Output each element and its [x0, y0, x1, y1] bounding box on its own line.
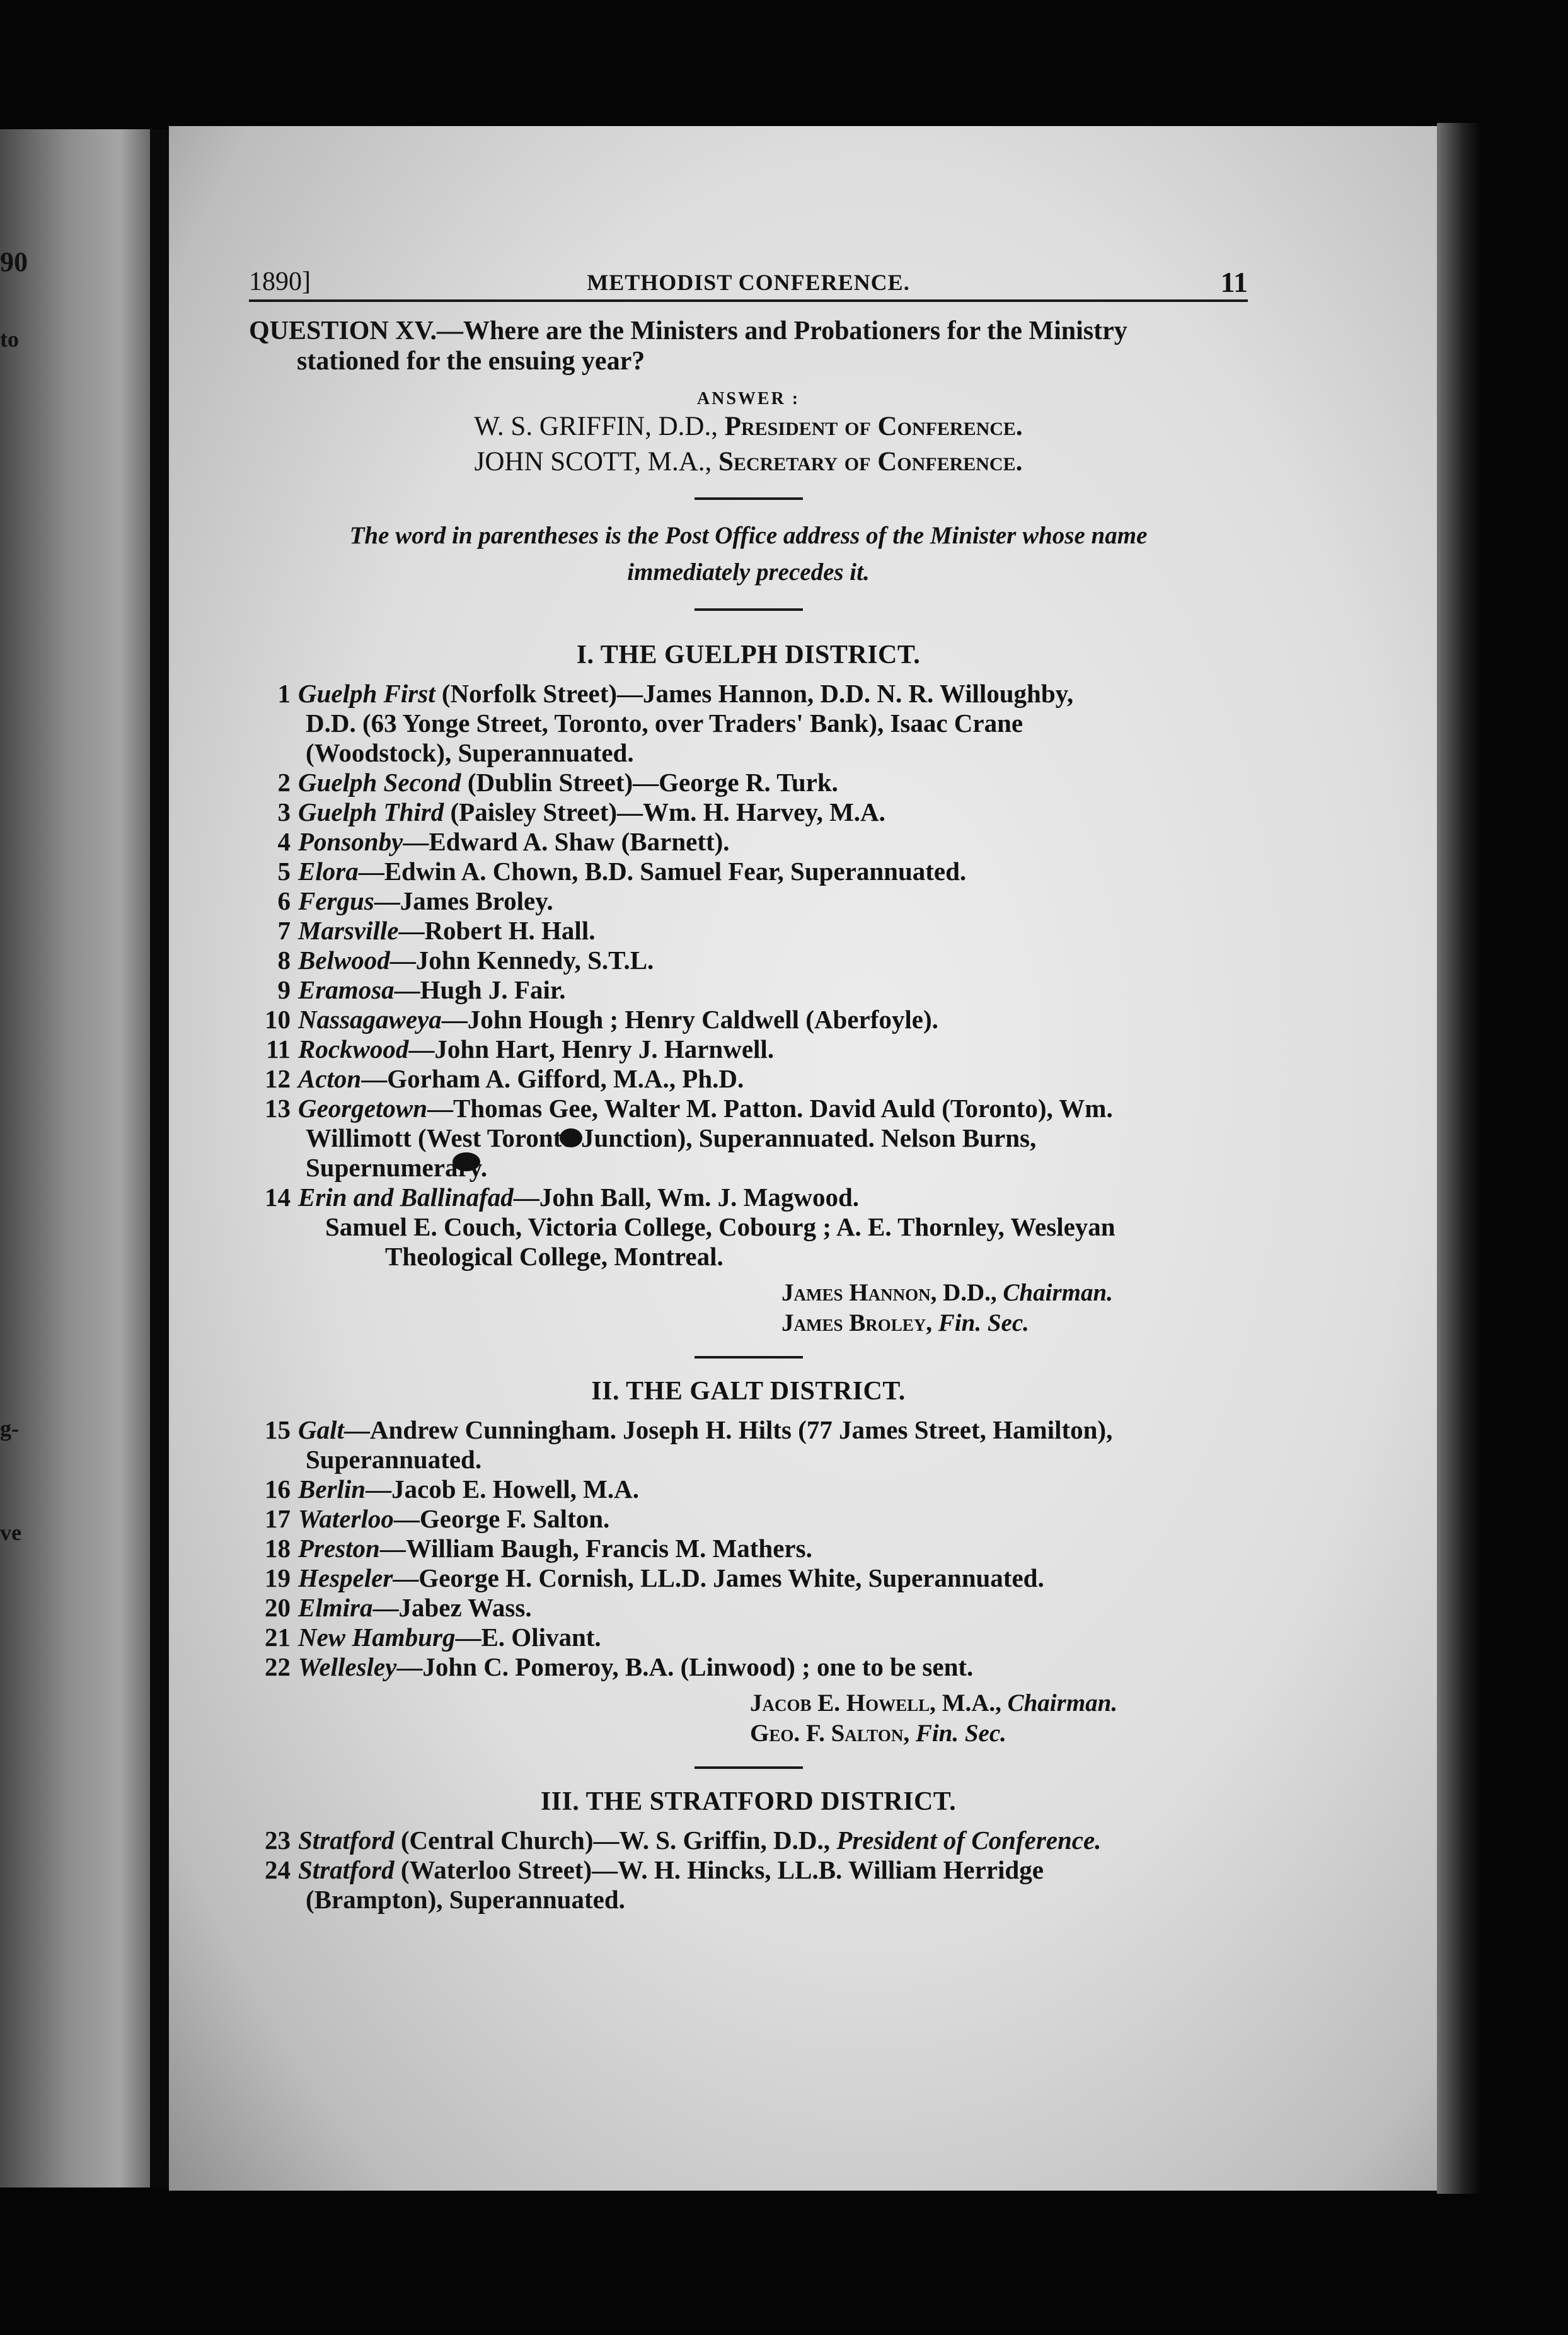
- answer-label: ANSWER :: [696, 389, 800, 408]
- station-ministers: —Thomas Gee, Walter M. Patton. David Auld (Toronto), Wm.: [427, 1094, 1113, 1123]
- officer-name: W. S. GRIFFIN, D.D.,: [474, 412, 725, 441]
- station-number: 22: [265, 1652, 291, 1681]
- station-ministers: —John Ball, Wm. J. Magwood.: [513, 1183, 860, 1212]
- station-text: [298, 1826, 1248, 1855]
- station-text: [298, 857, 1248, 886]
- district-officer: [750, 1688, 1248, 1718]
- station-entry: [249, 857, 1248, 886]
- officer-role: Secretary of Conference.: [718, 447, 1023, 477]
- station-place: Rockwood: [298, 1034, 409, 1063]
- question-heading: [249, 316, 1248, 376]
- station-continuation: (Woodstock), Superannuated.: [306, 738, 634, 767]
- station-number: 10: [265, 1005, 291, 1034]
- station-number: 13: [265, 1094, 291, 1123]
- station-place: Stratford: [298, 1826, 395, 1855]
- station-text: [298, 797, 1248, 827]
- station-number: 21: [265, 1623, 291, 1652]
- note-line: The word in parentheses is the Post Office address of the Minister whose name: [349, 522, 1148, 549]
- facing-page-fragment: to: [0, 327, 19, 352]
- station-ministers: —John Kennedy, S.T.L.: [389, 946, 654, 975]
- district-officers: [781, 1278, 1248, 1338]
- station-place: Wellesley: [298, 1652, 397, 1681]
- address-note: [249, 518, 1248, 591]
- section-rule: [695, 497, 803, 500]
- station-entry: [249, 1563, 1248, 1593]
- station-number: 5: [277, 857, 291, 886]
- station-text: [298, 1005, 1248, 1034]
- header-title: METHODIST CONFERENCE.: [587, 270, 910, 295]
- page-number: 11: [1220, 266, 1248, 298]
- station-number: 24: [265, 1855, 291, 1884]
- station-place: Preston: [298, 1534, 380, 1563]
- officer-name: James Broley,: [781, 1309, 938, 1336]
- station-text: [298, 1855, 1248, 1915]
- station-ministers: —John Hart, Henry J. Harnwell.: [408, 1034, 775, 1063]
- officer-role: Chairman.: [1003, 1279, 1113, 1306]
- station-number: 19: [265, 1563, 291, 1592]
- station-text: [298, 886, 1248, 916]
- station-text: [298, 1563, 1248, 1593]
- station-entry: [249, 1504, 1248, 1534]
- station-text: [298, 827, 1248, 857]
- station-number: 16: [265, 1475, 291, 1504]
- station-text: [298, 1183, 1248, 1212]
- station-entry: [249, 1826, 1248, 1855]
- station-place: Elora: [298, 857, 359, 886]
- station-text: [298, 679, 1248, 768]
- station-place: Belwood: [298, 946, 390, 975]
- station-text: [298, 1415, 1248, 1475]
- station-ministers: —Gorham A. Gifford, M.A., Ph.D.: [361, 1064, 744, 1093]
- question-text: —Where are the Ministers and Probationers for the Ministry: [436, 316, 1127, 345]
- station-place: Marsville: [298, 916, 399, 945]
- station-text: [298, 975, 1248, 1005]
- station-place: Georgetown: [298, 1094, 427, 1123]
- district-heading: III. THE STRATFORD DISTRICT.: [540, 1787, 957, 1816]
- district-heading: II. THE GALT DISTRICT.: [591, 1377, 906, 1406]
- station-place: Nassagaweya: [298, 1005, 442, 1034]
- facing-page-edge: [0, 129, 150, 2187]
- station-ministers: (Waterloo Street)—W. H. Hincks, LL.B. William Herridge: [394, 1855, 1044, 1884]
- station-entry: [249, 886, 1248, 916]
- page-content: [249, 262, 1248, 1915]
- header-year: 1890]: [249, 267, 311, 296]
- station-entry: [249, 946, 1248, 975]
- extra-line: Samuel E. Couch, Victoria College, Cobourg ; A. E. Thornley, Wesleyan: [325, 1212, 1115, 1241]
- station-number: 6: [277, 886, 291, 915]
- station-entry: [249, 916, 1248, 946]
- conference-president: [249, 409, 1248, 444]
- station-number: 20: [265, 1593, 291, 1622]
- station-place: Fergus: [298, 886, 374, 915]
- station-number: 23: [265, 1826, 291, 1855]
- station-ministers: (Paisley Street)—Wm. H. Harvey, M.A.: [444, 797, 885, 826]
- station-entry: [249, 1475, 1248, 1504]
- station-place: Hespeler: [298, 1563, 393, 1592]
- station-continuation: D.D. (63 Yonge Street, Toronto, over Traders' Bank), Isaac Crane: [306, 709, 1023, 738]
- station-place: New Hamburg: [298, 1623, 456, 1652]
- station-ministers: —Edward A. Shaw (Barnett).: [403, 827, 730, 856]
- station-place: Waterloo: [298, 1504, 394, 1533]
- facing-page-fragment: g-: [0, 1416, 19, 1441]
- station-number: 8: [277, 946, 291, 975]
- station-ministers: —George H. Cornish, LL.D. James White, Superannuated.: [393, 1563, 1044, 1592]
- districts-list: [249, 629, 1248, 1915]
- station-ministers: —Jacob E. Howell, M.A.: [366, 1475, 639, 1504]
- station-place: Stratford: [298, 1855, 395, 1884]
- station-place: Acton: [298, 1064, 362, 1093]
- district-heading: I. THE GUELPH DISTRICT.: [576, 640, 921, 669]
- question-label: QUESTION XV.: [249, 316, 437, 345]
- book-gutter: [150, 129, 169, 2187]
- station-entry: [249, 1593, 1248, 1623]
- officer-role: Chairman.: [1007, 1689, 1118, 1717]
- section-rule: [695, 608, 803, 611]
- station-number: 14: [265, 1183, 291, 1212]
- station-ministers: —Robert H. Hall.: [398, 916, 596, 945]
- station-place: Eramosa: [298, 975, 395, 1004]
- station-text: [298, 916, 1248, 946]
- station-place: Galt: [298, 1415, 344, 1444]
- station-place: Guelph Third: [298, 797, 444, 826]
- station-text: [298, 1593, 1248, 1623]
- officer-name: Jacob E. Howell, M.A.,: [750, 1689, 1008, 1717]
- station-entry: [249, 1623, 1248, 1652]
- station-text: [298, 1623, 1248, 1652]
- station-ministers: —Jabez Wass.: [372, 1593, 532, 1622]
- station-text: [298, 946, 1248, 975]
- station-ministers: —James Broley.: [374, 886, 553, 915]
- officer-role: Fin. Sec.: [915, 1720, 1006, 1747]
- station-number: 12: [265, 1064, 291, 1093]
- station-entry: [249, 1183, 1248, 1212]
- station-text: [298, 1094, 1248, 1183]
- station-continuation: Supernumerary.: [306, 1153, 488, 1182]
- station-number: 11: [266, 1034, 291, 1063]
- station-number: 15: [265, 1415, 291, 1444]
- officer-role: President of Conference.: [724, 412, 1023, 441]
- district-officer: [781, 1278, 1248, 1308]
- facing-page-fragment: ve: [0, 1520, 21, 1545]
- officer-role: Fin. Sec.: [938, 1309, 1029, 1336]
- officer-name: Geo. F. Salton,: [750, 1720, 916, 1747]
- station-number: 4: [277, 827, 291, 856]
- station-ministers: —John C. Pomeroy, B.A. (Linwood) ; one to be sent.: [396, 1652, 974, 1681]
- station-note: President of Conference.: [836, 1826, 1102, 1855]
- station-entry: [249, 827, 1248, 857]
- station-continuation: Willimott (West Toronto Junction), Superannuated. Nelson Burns,: [306, 1123, 1037, 1152]
- officer-name: JOHN SCOTT, M.A.,: [474, 447, 719, 477]
- station-text: [298, 1652, 1248, 1682]
- conference-secretary: [249, 444, 1248, 480]
- station-ministers: —William Baugh, Francis M. Mathers.: [379, 1534, 812, 1563]
- station-ministers: (Central Church)—W. S. Griffin, D.D.,: [394, 1826, 837, 1855]
- station-number: 2: [277, 768, 291, 797]
- station-place: Ponsonby: [298, 827, 403, 856]
- station-entry: [249, 768, 1248, 797]
- station-entry: [249, 1034, 1248, 1064]
- station-place: Guelph Second: [298, 768, 461, 797]
- section-rule: [695, 1766, 803, 1769]
- station-number: 18: [265, 1534, 291, 1563]
- station-entry: [249, 1415, 1248, 1475]
- station-number: 7: [277, 916, 291, 945]
- station-entry: [249, 1094, 1248, 1183]
- station-number: 1: [277, 679, 291, 708]
- station-ministers: —John Hough ; Henry Caldwell (Aberfoyle).: [441, 1005, 938, 1034]
- station-entry: [249, 797, 1248, 827]
- note-line: immediately precedes it.: [627, 559, 870, 586]
- station-entry: [249, 679, 1248, 768]
- page-edge-shadow: [1437, 123, 1481, 2194]
- station-continuation: (Brampton), Superannuated.: [306, 1885, 625, 1914]
- station-ministers: (Norfolk Street)—James Hannon, D.D. N. R. Willoughby,: [435, 679, 1074, 708]
- district-officer: [781, 1308, 1248, 1338]
- station-ministers: —Edwin A. Chown, B.D. Samuel Fear, Superannuated.: [358, 857, 967, 886]
- running-head: [249, 262, 1248, 302]
- facing-page-fragment: 90: [0, 246, 28, 277]
- station-text: [298, 1534, 1248, 1563]
- station-entry: [249, 975, 1248, 1005]
- question-text-continued: stationed for the ensuing year?: [297, 347, 645, 376]
- station-number: 3: [277, 797, 291, 826]
- station-entry: [249, 1005, 1248, 1034]
- officer-name: James Hannon, D.D.,: [781, 1279, 1003, 1306]
- station-text: [298, 1504, 1248, 1534]
- district-officer: [750, 1718, 1248, 1749]
- station-ministers: —Andrew Cunningham. Joseph H. Hilts (77 James Street, Hamilton),: [343, 1415, 1113, 1444]
- station-ministers: (Dublin Street)—George R. Turk.: [461, 768, 838, 797]
- station-ministers: —George F. Salton.: [393, 1504, 610, 1533]
- station-number: 17: [265, 1504, 291, 1533]
- station-place: Guelph First: [298, 679, 435, 708]
- station-text: [298, 768, 1248, 797]
- station-text: [298, 1475, 1248, 1504]
- station-continuation: Superannuated.: [306, 1445, 482, 1474]
- station-text: [298, 1064, 1248, 1094]
- station-entry: [249, 1064, 1248, 1094]
- extra-line: Theological College, Montreal.: [385, 1242, 723, 1271]
- station-entry: [249, 1534, 1248, 1563]
- station-entry: [249, 1855, 1248, 1915]
- station-place: Berlin: [298, 1475, 366, 1504]
- section-rule: [695, 1356, 803, 1359]
- station-place: Erin and Ballinafad: [298, 1183, 514, 1212]
- district-officers: [750, 1688, 1248, 1749]
- station-ministers: —Hugh J. Fair.: [394, 975, 566, 1004]
- station-number: 9: [277, 975, 291, 1004]
- station-text: [298, 1034, 1248, 1064]
- district-extra: [249, 1212, 1248, 1272]
- station-place: Elmira: [298, 1593, 373, 1622]
- district-spacer: [249, 629, 1248, 640]
- station-entry: [249, 1652, 1248, 1682]
- station-ministers: —E. Olivant.: [455, 1623, 601, 1652]
